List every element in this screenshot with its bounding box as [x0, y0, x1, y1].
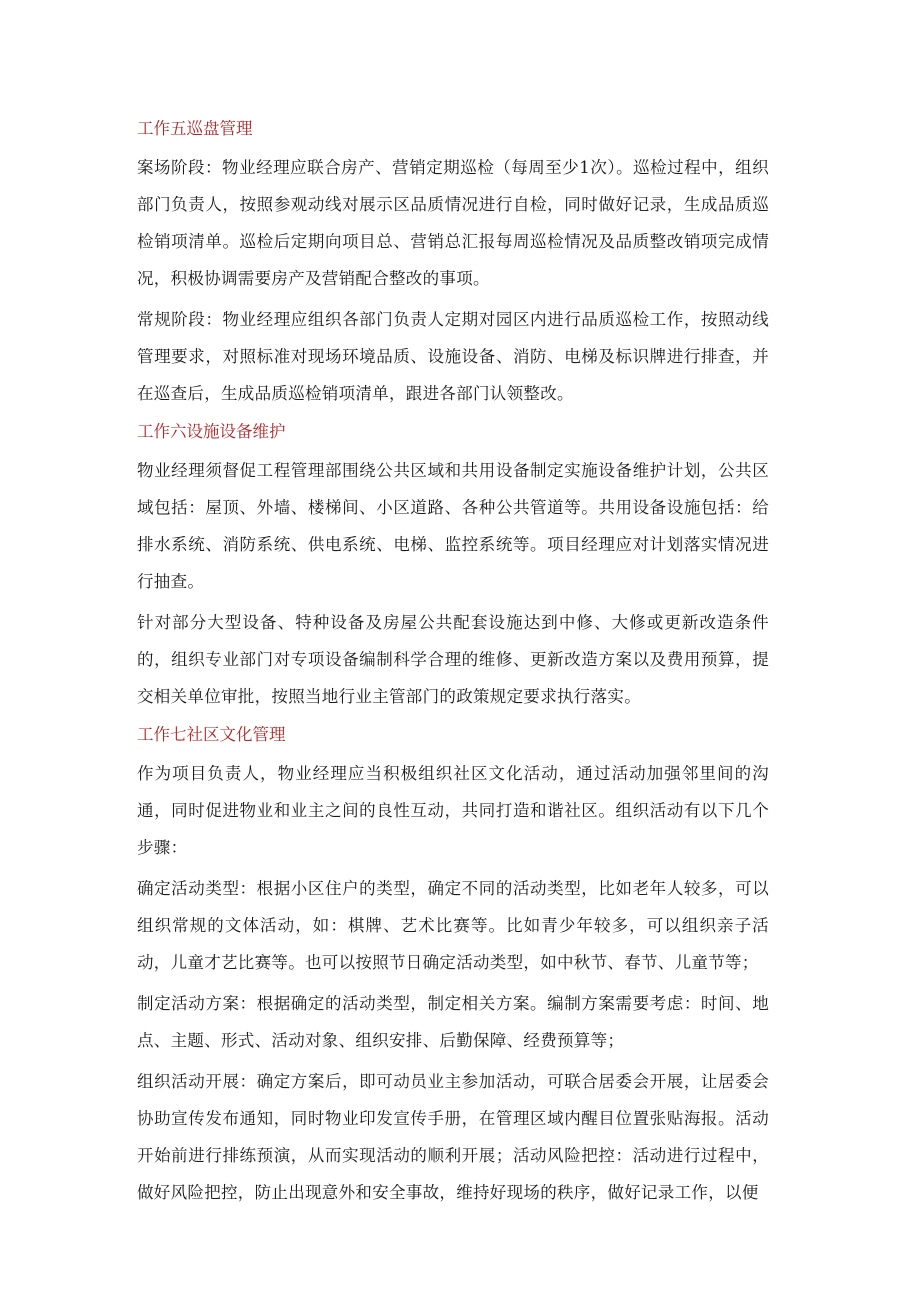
- section-facility-maintenance: [137, 416, 769, 715]
- paragraph: 针对部分大型设备、特种设备及房屋公共配套设施达到中修、大修或更新改造条件的，组织专业部门对专项设备编制科学合理的维修、更新改造方案以及费用预算，提交相关单位审批，按照当地行业主管部门的政策规定要求执行落实。: [137, 613, 769, 706]
- paragraph: 作为项目负责人，物业经理应当积极组织社区文化活动，通过活动加强邻里间的沟通，同时促进物业和业主之间的良性互动，共同打造和谐社区。组织活动有以下几个步骤：: [137, 764, 769, 857]
- paragraph: 物业经理须督促工程管理部围绕公共区域和共用设备制定实施设备维护计划，公共区域包括：屋顶、外墙、楼梯间、小区道路、各种公共管道等。共用设备设施包括：给排水系统、消防系统、供电系统、电梯、监控系统等。项目经理应对计划落实情况进行抽查。: [137, 461, 769, 591]
- paragraph: 确定活动类型：根据小区住户的类型，确定不同的活动类型，比如老年人较多，可以组织常规的文体活动，如：棋牌、艺术比赛等。比如青少年较多，可以组织亲子活动，儿童才艺比赛等。也可以按照节日确定活动类型，如中秋节、春节、儿童节等；: [137, 879, 769, 972]
- paragraph: 组织活动开展：确定方案后，即可动员业主参加活动，可联合居委会开展，让居委会协助宣传发布通知，同时物业印发宣传手册，在管理区域内醒目位置张贴海报。活动开始前进行排练预演，从而实现活动的顺利开展；活动风险把控：活动进行过程中，做好风险把控，防止出现意外和安全事故，维持好现场的秩序，做好记录工作，以便: [137, 1072, 769, 1202]
- paragraph: 常规阶段：物业经理应组织各部门负责人定期对园区内进行品质巡检工作，按照动线管理要求，对照标准对现场环境品质、设施设备、消防、电梯及标识牌进行排查，并在巡查后，生成品质巡检销项清单，跟进各部门认领整改。: [137, 310, 769, 403]
- document-page: [137, 113, 769, 1215]
- section-inspection: [137, 113, 769, 412]
- section-heading: 工作七社区文化管理: [137, 725, 286, 744]
- paragraph: 案场阶段：物业经理应联合房产、营销定期巡检（每周至少1次）。巡检过程中，组织部门负责人，按照参观动线对展示区品质情况进行自检，同时做好记录，生成品质巡检销项清单。巡检后定期向项目总、营销总汇报每周巡检情况及品质整改销项完成情况，积极协调需要房产及营销配合整改的事项。: [137, 158, 769, 288]
- paragraph: 制定活动方案：根据确定的活动类型，制定相关方案。编制方案需要考虑：时间、地点、主题、形式、活动对象、组织安排、后勤保障、经费预算等；: [137, 994, 769, 1050]
- section-community-culture: [137, 719, 769, 1211]
- section-heading: 工作五巡盘管理: [137, 119, 253, 138]
- section-heading: 工作六设施设备维护: [137, 422, 286, 441]
